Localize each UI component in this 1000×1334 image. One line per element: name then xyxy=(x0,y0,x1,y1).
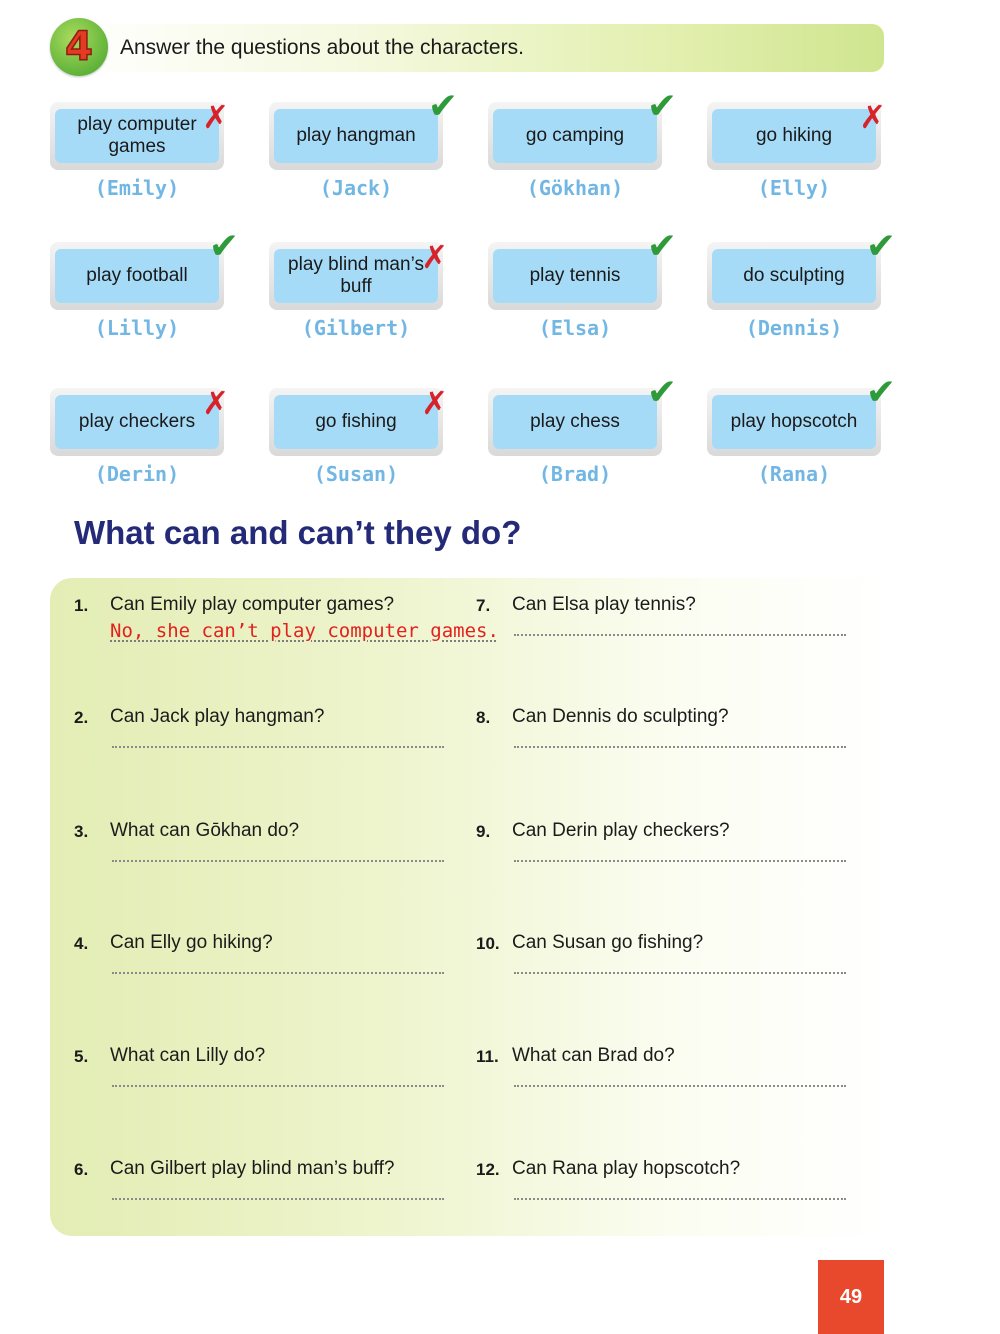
activity-label: play football xyxy=(55,249,219,303)
questions-panel xyxy=(50,578,886,1236)
exercise-number: 4 xyxy=(65,24,93,70)
answer-line[interactable] xyxy=(112,1198,444,1200)
question-text: Can Rana play hopscotch? xyxy=(512,1158,741,1179)
character-name: (Dennis) xyxy=(745,316,843,340)
activity-card xyxy=(488,86,677,210)
question-number: 5. xyxy=(74,1047,89,1066)
activity-card xyxy=(269,238,448,350)
activity-label: play blind man’s buff xyxy=(274,249,438,303)
question-item xyxy=(74,1160,454,1240)
cross-mark-icon: ✗ xyxy=(202,98,229,136)
answer-line[interactable] xyxy=(514,972,846,974)
section-heading: What can and can’t they do? xyxy=(74,514,522,551)
answer-line[interactable] xyxy=(112,1085,444,1087)
character-name: (Gilbert) xyxy=(301,316,411,340)
question-item xyxy=(74,1047,454,1127)
activity-label: play checkers xyxy=(55,395,219,449)
activity-label: go hiking xyxy=(712,109,876,163)
activity-label: play computer games xyxy=(55,109,219,163)
question-item xyxy=(74,822,454,902)
answer-line[interactable] xyxy=(514,860,846,862)
character-name: (Brad) xyxy=(538,462,612,486)
answer-line[interactable] xyxy=(112,972,444,974)
check-mark-icon: ✔ xyxy=(646,226,677,267)
activity-label: play tennis xyxy=(493,249,657,303)
activity-card xyxy=(707,372,896,496)
question-number: 9. xyxy=(476,822,491,841)
exercise-instruction: Answer the questions about the characters. xyxy=(120,36,524,59)
character-name: (Susan) xyxy=(313,462,399,486)
check-mark-icon: ✔ xyxy=(208,226,239,267)
activity-card xyxy=(707,98,886,210)
question-text: What can Lilly do? xyxy=(110,1045,266,1066)
cross-mark-icon: ✗ xyxy=(421,238,448,276)
answer-line[interactable] xyxy=(112,746,444,748)
answer-line[interactable] xyxy=(514,746,846,748)
question-number: 7. xyxy=(476,596,491,615)
question-text: What can Gōkhan do? xyxy=(110,820,300,841)
check-mark-icon: ✔ xyxy=(865,372,896,413)
question-text: Can Elly go hiking? xyxy=(110,932,273,953)
activity-label: play hangman xyxy=(274,109,438,163)
question-number: 1. xyxy=(74,596,89,615)
character-name: (Elsa) xyxy=(538,316,612,340)
cross-mark-icon: ✗ xyxy=(421,384,448,422)
answer-line[interactable] xyxy=(112,860,444,862)
question-text: Can Susan go fishing? xyxy=(512,932,704,953)
activity-label: go fishing xyxy=(274,395,438,449)
character-name: (Elly) xyxy=(757,176,831,200)
question-text: Can Emily play computer games? xyxy=(110,594,395,615)
question-item xyxy=(476,596,856,676)
activity-card xyxy=(488,226,677,350)
check-mark-icon: ✔ xyxy=(646,86,677,127)
character-name: (Gökhan) xyxy=(526,176,624,200)
question-number: 2. xyxy=(74,708,89,727)
question-item xyxy=(74,594,499,676)
question-number: 10. xyxy=(476,934,500,953)
character-name: (Jack) xyxy=(319,176,393,200)
activity-card xyxy=(707,226,896,350)
answer-line[interactable] xyxy=(514,634,846,636)
character-name: (Emily) xyxy=(94,176,180,200)
question-item xyxy=(476,934,856,1014)
activity-card xyxy=(269,384,448,496)
check-mark-icon: ✔ xyxy=(646,372,677,413)
character-name: (Lilly) xyxy=(94,316,180,340)
exercise-number-badge xyxy=(50,18,108,76)
question-text: Can Gilbert play blind man’s buff? xyxy=(110,1158,395,1179)
page-number: 49 xyxy=(818,1260,884,1334)
activity-card xyxy=(269,86,458,210)
cross-mark-icon: ✗ xyxy=(202,384,229,422)
question-text: Can Jack play hangman? xyxy=(110,706,325,727)
question-text: Can Dennis do sculpting? xyxy=(512,706,729,727)
question-item xyxy=(476,708,856,788)
character-name: (Rana) xyxy=(757,462,831,486)
check-mark-icon: ✔ xyxy=(865,226,896,267)
activity-label: do sculpting xyxy=(712,249,876,303)
question-text: What can Brad do? xyxy=(512,1045,675,1066)
question-item xyxy=(476,1047,856,1127)
answer-line[interactable] xyxy=(514,1085,846,1087)
question-item xyxy=(476,822,856,902)
question-number: 3. xyxy=(74,822,89,841)
question-number: 4. xyxy=(74,934,89,953)
activity-label: play chess xyxy=(493,395,657,449)
question-number: 6. xyxy=(74,1160,89,1179)
activity-label: go camping xyxy=(493,109,657,163)
activity-label: play hopscotch xyxy=(712,395,876,449)
activity-card xyxy=(488,372,677,496)
question-text: Can Derin play checkers? xyxy=(512,820,730,841)
activity-card xyxy=(50,226,239,350)
question-number: 11. xyxy=(476,1047,499,1066)
question-item xyxy=(74,708,454,788)
question-item xyxy=(74,934,454,1014)
cross-mark-icon: ✗ xyxy=(859,98,886,136)
activity-card xyxy=(50,98,229,210)
question-number: 12. xyxy=(476,1160,500,1179)
question-number: 8. xyxy=(476,708,491,727)
answer-line[interactable] xyxy=(514,1198,846,1200)
activity-card xyxy=(50,384,229,496)
answer-text: No, she can’t play computer games. xyxy=(110,620,499,642)
question-item xyxy=(476,1160,856,1240)
question-text: Can Elsa play tennis? xyxy=(512,594,696,615)
character-name: (Derin) xyxy=(94,462,180,486)
check-mark-icon: ✔ xyxy=(427,86,458,127)
